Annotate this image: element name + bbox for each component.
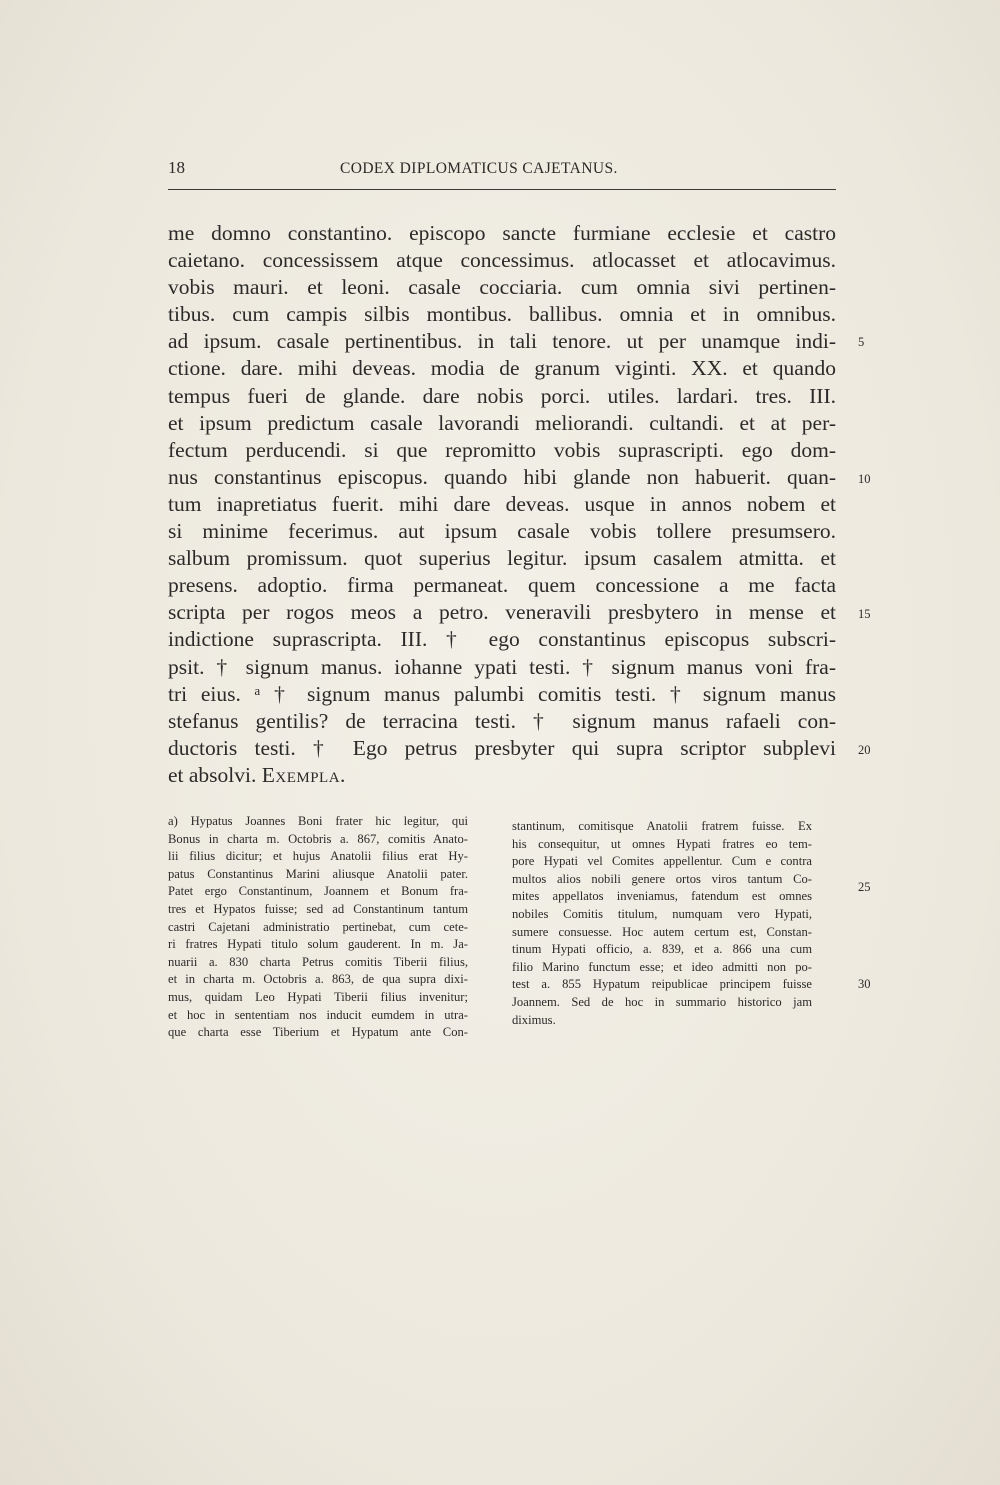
footnote-line: diximus. — [512, 1012, 556, 1027]
footnote-line: tres et Hypatos fuisse; sed ad Constantinum tantum — [168, 901, 468, 916]
text-line: ctione. dare. mihi deveas. modia de granum viginti. XX. et quando — [168, 356, 836, 381]
line-number-20: 20 — [858, 743, 871, 757]
footnote-line: mus, quidam Leo Hypati Tiberii filius invenitur; — [168, 989, 468, 1004]
text-line: presens. adoptio. firma permaneat. quem concessione a me facta — [168, 573, 836, 598]
footnote-line: nobiles Comitis titulum, numquam vero Hypati, — [512, 906, 812, 921]
footnote-line: et hoc in sententiam nos inducit eumdem in utra- — [168, 1007, 468, 1022]
page-number: 18 — [168, 158, 185, 177]
text-line: ductoris testi. † Ego petrus presbyter qui supra scriptor subplevi — [168, 735, 836, 760]
text-line: psit. † signum manus. iohanne ypati testi. † signum manus voni fra- — [168, 654, 836, 679]
line-number-25: 25 — [858, 880, 871, 894]
footnotes-left-column — [168, 813, 468, 1042]
footnote-line: Patet ergo Constantinum, Joannem et Bonum fra- — [168, 884, 468, 899]
footnote-line: test a. 855 Hypatum reipublicae principem fuisse — [512, 977, 812, 992]
main-text-block — [168, 220, 836, 789]
footnote-line: nuarii a. 830 charta Petrus comitis Tiberii filius, — [168, 954, 468, 969]
footnote-line: Joannem. Sed de hoc in summario historico jam — [512, 994, 812, 1009]
text-line: indictione suprascripta. III. † ego constantinus episcopus subscri- — [168, 627, 836, 652]
text-line: vobis mauri. et leoni. casale cocciaria. cum omnia sivi pertinen- — [168, 275, 836, 300]
final-line-text: et absolvi. — [168, 762, 257, 787]
line-number-10: 10 — [858, 472, 871, 486]
text-line: fectum perducendi. si que repromitto vobis suprascripti. ego dom- — [168, 437, 836, 462]
footnote-line: mites appellatos inveniamus, fatendum est omnes — [512, 889, 812, 904]
footnote-line: Bonus in charta m. Octobris a. 867, comitis Anato- — [168, 831, 468, 846]
footnote-line: pore Hypati vel Comites appellentur. Cum e contra — [512, 854, 812, 869]
line-number-30: 30 — [858, 977, 871, 991]
text-line: salbum promissum. quot superius legitur. ipsum casalem atmitta. et — [168, 546, 836, 571]
footnote-line: tinum Hypati officio, a. 839, et a. 866 una cum — [512, 942, 812, 957]
text-line: tempus fueri de glande. dare nobis porci. utiles. lardari. tres. III. — [168, 383, 836, 408]
footnote-line: et in charta m. Octobris a. 863, de qua supra dixi- — [168, 972, 468, 987]
footnote-line: a) Hypatus Joannes Boni frater hic legitur, qui — [168, 814, 468, 828]
text-line: et ipsum predictum casale lavorandi meliorandi. cultandi. et at per- — [168, 410, 836, 435]
text-line: nus constantinus episcopus. quando hibi glande non habuerit. quan- — [168, 464, 836, 489]
running-title: CODEX DIPLOMATICUS CAJETANUS. — [340, 160, 618, 177]
text-line: si minime fecerimus. aut ipsum casale vobis tollere presumsero. — [168, 519, 836, 544]
line-number-15: 15 — [858, 607, 871, 621]
footnote-line: ri fratres Hypati titulo solum gauderent. In m. Ja- — [168, 937, 468, 952]
footnote-line: que charta esse Tiberium et Hypatum ante Con- — [168, 1025, 468, 1040]
line-number-5: 5 — [858, 335, 865, 349]
text-line: stefanus gentilis? de terracina testi. † signum manus rafaeli con- — [168, 708, 836, 733]
footnote-line: his consequitur, ut omnes Hypati fratres eo tem- — [512, 836, 812, 851]
text-line: me domno constantino. episcopo sancte furmiane ecclesie et castro — [168, 221, 836, 245]
footnote-line: lii filius dicitur; et hujus Anatolii filius erat Hy- — [168, 849, 468, 864]
text-line: tri eius. ᵃ † signum manus palumbi comitis testi. † signum manus — [168, 681, 836, 706]
footnote-line: multos alios nobili genere ortos viros tantum Co- — [512, 871, 812, 886]
footnote-line: filio Marino functum esse; et ideo admitti non po- — [512, 959, 812, 974]
text-line: tum inapretiatus fuerit. mihi dare deveas. usque in annos nobem et — [168, 491, 836, 516]
footnote-line: patus Constantinus Marini aliusque Anatolii pater. — [168, 866, 468, 881]
page-header — [168, 156, 836, 186]
text-line-final — [168, 762, 836, 789]
text-line: scripta per rogos meos a petro. veneravili presbytero in mense et — [168, 600, 836, 625]
footnote-line: castri Cajetani administratio pertinebat, cum cete- — [168, 919, 468, 934]
text-line: tibus. cum campis silbis montibus. ballibus. omnia et in omnibus. — [168, 302, 836, 327]
text-line: ad ipsum. casale pertinentibus. in tali tenore. ut per unamque indi- — [168, 329, 836, 354]
footnote-line: stantinum, comitisque Anatolii fratrem fuisse. Ex — [512, 819, 812, 833]
footnote-line: sumere consuesse. Hoc autem certum est, Constan- — [512, 924, 812, 939]
text-line: caietano. concessissem atque concessimus. atlocasset et atlocavimus. — [168, 248, 836, 273]
header-rule — [168, 189, 836, 190]
exempla-label: Exempla. — [261, 762, 346, 787]
footnotes-right-column — [512, 818, 812, 1029]
